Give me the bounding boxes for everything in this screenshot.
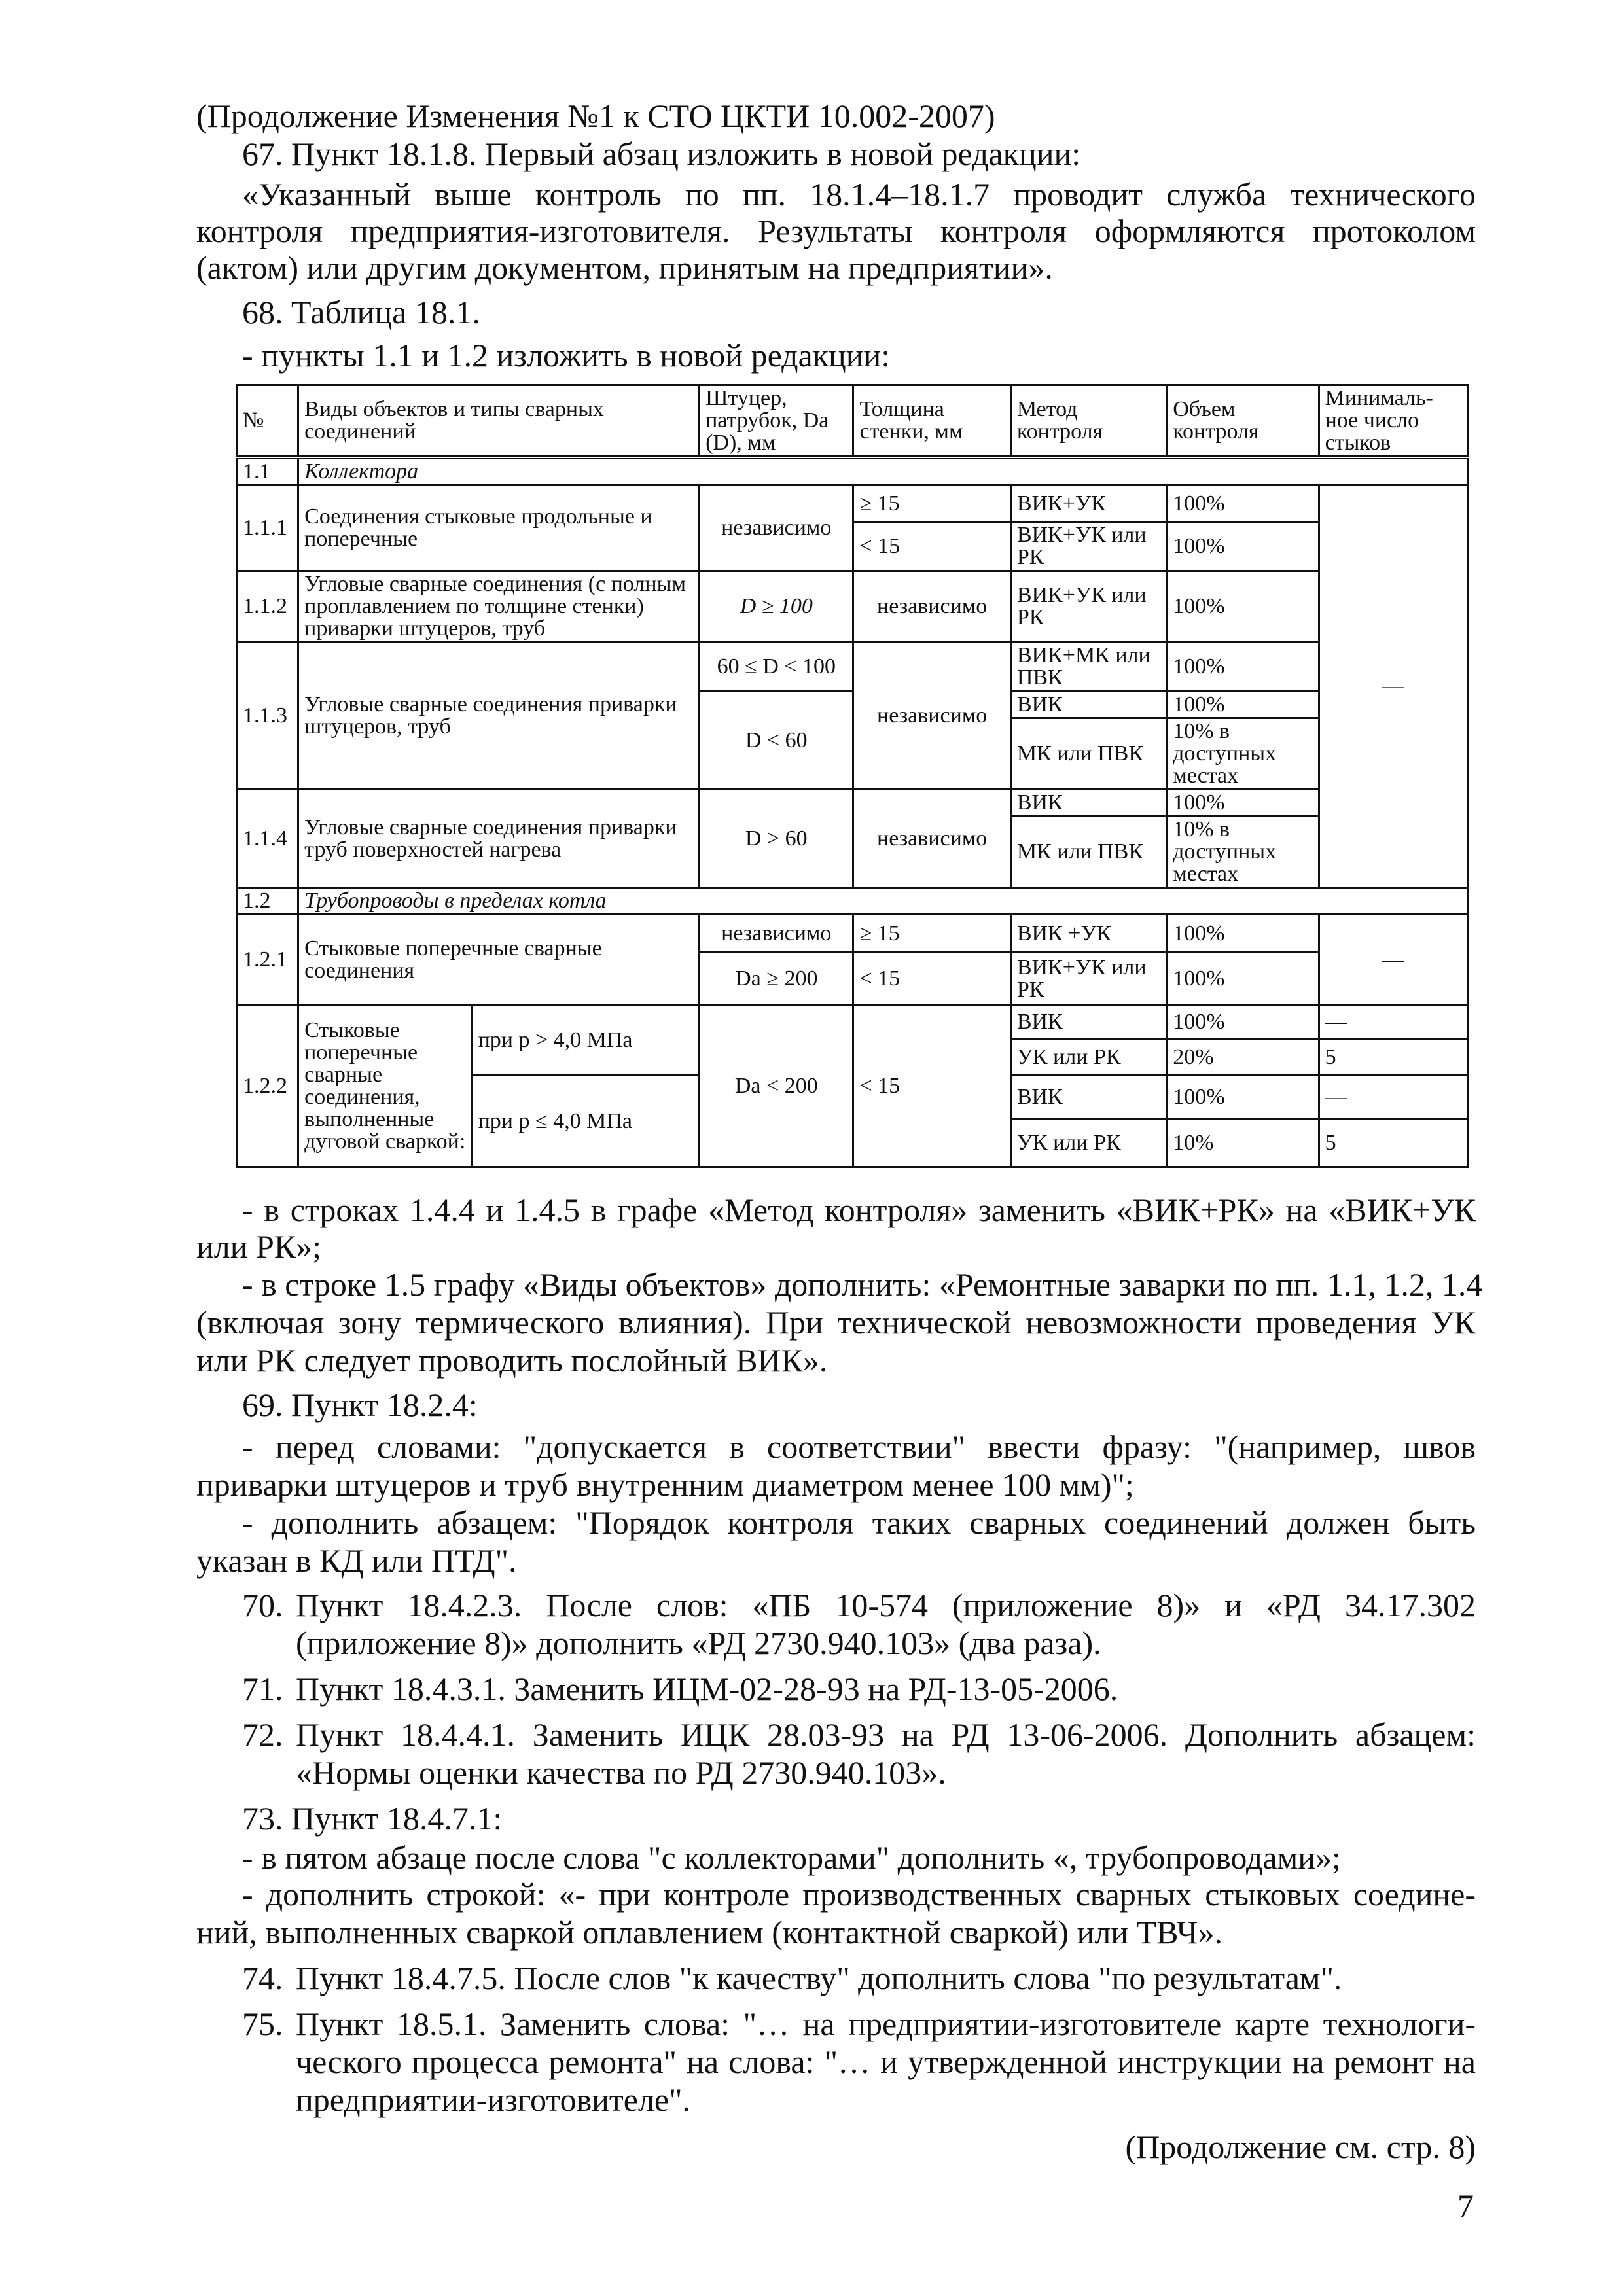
pressure-condition: при p ≤ 4,0 МПа — [472, 1076, 700, 1167]
section-label: Коллектора — [298, 457, 1468, 486]
table-row — [237, 571, 1468, 643]
thickness: ≥ 15 — [853, 486, 1010, 522]
item-73-line: - в пятом абзаце после слова "с коллекторами" дополнить «, трубопроводами»; — [242, 1839, 1341, 1876]
item-74-number: 74. — [242, 1960, 283, 1996]
section-number: 1.2 — [237, 888, 298, 915]
method: ВИК — [1010, 790, 1166, 817]
header-cell: Толщина стенки, мм — [853, 385, 1010, 458]
item-69-line: - дополнить абзацем: "Порядок контроля таких сварных соединений должен быть — [242, 1504, 1476, 1541]
item-70-line: Пункт 18.4.2.3. После слов: «ПБ 10-574 (приложение 8)» и «РД 34.17.302 — [296, 1587, 1476, 1623]
volume: 100% — [1167, 915, 1319, 953]
item-72-number: 72. — [242, 1716, 283, 1753]
thickness: независимо — [853, 643, 1010, 790]
item-73-line: ний, выполненных сваркой оплавлением (контактной сваркой) или ТВЧ». — [196, 1914, 1222, 1951]
row-number: 1.2.2 — [237, 1005, 298, 1167]
amendment-paragraph-line: - в строке 1.5 графу «Виды объектов» дополнить: «Ремонтные заварки по пп. 1.1, 1.2, 1.4 — [242, 1266, 1483, 1303]
diameter: D > 60 — [700, 790, 853, 888]
item-75-line: предприятии-изготовителе". — [296, 2081, 691, 2118]
item-74-line: Пункт 18.4.7.5. После слов "к качеству" дополнить слова "по результатам". — [296, 1960, 1342, 1996]
volume: 100% — [1167, 571, 1319, 643]
volume: 100% — [1167, 1005, 1319, 1039]
table-header-row — [237, 385, 1468, 458]
item-67-quote-line: контроля предприятия-изготовителя. Результаты контроля оформляются протоколом — [196, 213, 1476, 249]
volume: 10% — [1167, 1119, 1319, 1167]
section-number: 1.1 — [237, 457, 298, 486]
diameter: D ≥ 100 — [700, 571, 853, 643]
header-cell: Минималь-ное число стыков — [1319, 385, 1467, 458]
thickness: < 15 — [853, 522, 1010, 571]
volume: 100% — [1167, 692, 1319, 718]
item-70-number: 70. — [242, 1587, 283, 1623]
volume: 10% в доступных местах — [1167, 718, 1319, 790]
method: МК или ПВК — [1010, 718, 1166, 790]
item-67-quote-line: «Указанный выше контроль по пп. 18.1.4–18.1.7 проводит служба технического — [242, 176, 1476, 213]
header-cell: Объем контроля — [1167, 385, 1319, 458]
object-type: Стыковые поперечные сварные соединения, выполненные дуговой сваркой: — [298, 1005, 472, 1167]
method: ВИК +УК — [1010, 915, 1166, 953]
thickness: < 15 — [853, 953, 1010, 1005]
method: ВИК+УК или РК — [1010, 953, 1166, 1005]
continuation-header: (Продолжение Изменения №1 к СТО ЦКТИ 10.002-2007) — [196, 97, 995, 134]
table-row — [237, 1005, 1468, 1039]
min-joints: — — [1319, 1005, 1467, 1039]
row-number: 1.1.3 — [237, 643, 298, 790]
object-type: Соединения стыковые продольные и поперечные — [298, 486, 700, 571]
method: ВИК+УК или РК — [1010, 522, 1166, 571]
object-type: Стыковые поперечные сварные соединения — [298, 915, 700, 1005]
amendment-paragraph-line: или РК следует проводить послойный ВИК». — [196, 1342, 828, 1379]
method: ВИК+УК — [1010, 486, 1166, 522]
min-joints: — — [1319, 915, 1467, 1005]
volume: 10% в доступных местах — [1167, 817, 1319, 888]
thickness: < 15 — [853, 1005, 1010, 1167]
item-69-line: приварки штуцеров и труб внутренним диаметром менее 100 мм)"; — [196, 1466, 1134, 1503]
method: ВИК — [1010, 692, 1166, 718]
diameter: независимо — [700, 915, 853, 953]
diameter: D < 60 — [700, 692, 853, 790]
volume: 100% — [1167, 643, 1319, 692]
table-row — [237, 915, 1468, 953]
method: ВИК — [1010, 1005, 1166, 1039]
table-row — [237, 486, 1468, 522]
row-number: 1.1.4 — [237, 790, 298, 888]
row-number: 1.1.1 — [237, 486, 298, 571]
item-68-subtitle: - пункты 1.1 и 1.2 изложить в новой редакции: — [242, 337, 891, 374]
method: ВИК+МК или ПВК — [1010, 643, 1166, 692]
volume: 100% — [1167, 1076, 1319, 1119]
pressure-condition: при p > 4,0 МПа — [472, 1005, 700, 1076]
amendment-paragraph-line: или РК»; — [196, 1228, 322, 1265]
item-71-number: 71. — [242, 1670, 283, 1707]
item-70-line: (приложение 8)» дополнить «РД 2730.940.103» (два раза). — [296, 1625, 1101, 1661]
min-joints: — — [1319, 486, 1467, 888]
header-cell: Штуцер, патрубок, Da (D), мм — [700, 385, 853, 458]
item-67-title: 67. Пункт 18.1.8. Первый абзац изложить в новой редакции: — [242, 135, 1081, 172]
table-row — [237, 643, 1468, 692]
page-number: 7 — [1457, 2187, 1474, 2224]
diameter: Da < 200 — [700, 1005, 853, 1167]
table-row — [237, 790, 1468, 817]
row-number: 1.1.2 — [237, 571, 298, 643]
item-73-line: - дополнить строкой: «- при контроле производственных сварных стыковых соедине- — [242, 1876, 1476, 1913]
section-row — [237, 888, 1468, 915]
object-type: Угловые сварные соединения приварки труб поверхностей нагрева — [298, 790, 700, 888]
object-type: Угловые сварные соединения приварки штуцеров, труб — [298, 643, 700, 790]
volume: 100% — [1167, 486, 1319, 522]
item-69-line: указан в КД или ПТД". — [196, 1542, 517, 1579]
volume: 20% — [1167, 1039, 1319, 1076]
section-label: Трубопроводы в пределах котла — [298, 888, 1468, 915]
section-row — [237, 457, 1468, 486]
amendment-paragraph-line: (включая зону термического влияния). При технической невозможности проведения УК — [196, 1304, 1476, 1341]
item-72-line: Пункт 18.4.4.1. Заменить ИЦК 28.03-93 на РД 13-06-2006. Дополнить абзацем: — [296, 1716, 1476, 1753]
item-71-line: Пункт 18.4.3.1. Заменить ИЦМ-02-28-93 на РД-13-05-2006. — [296, 1670, 1118, 1707]
volume: 100% — [1167, 790, 1319, 817]
diameter: независимо — [700, 486, 853, 571]
row-number: 1.2.1 — [237, 915, 298, 1005]
diameter: Da ≥ 200 — [700, 953, 853, 1005]
item-75-line: Пункт 18.5.1. Заменить слова: "… на предприятии-изготовителе карте технологи- — [296, 2005, 1476, 2042]
item-72-line: «Нормы оценки качества по РД 2730.940.103». — [296, 1754, 946, 1791]
item-75-line: ческого процесса ремонта" на слова: "… и утвержденной инструкции на ремонт на — [296, 2043, 1476, 2080]
thickness: независимо — [853, 790, 1010, 888]
min-joints: 5 — [1319, 1119, 1467, 1167]
object-type: Угловые сварные соединения (с полным проплавлением по толщине стенки) приварки штуцеров, труб — [298, 571, 700, 643]
method: МК или ПВК — [1010, 817, 1166, 888]
item-73-title: 73. Пункт 18.4.7.1: — [242, 1800, 503, 1837]
diameter: 60 ≤ D < 100 — [700, 643, 853, 692]
method: ВИК — [1010, 1076, 1166, 1119]
amendment-paragraph-line: - в строках 1.4.4 и 1.4.5 в графе «Метод контроля» заменить «ВИК+РК» на «ВИК+УК — [242, 1192, 1476, 1228]
thickness: ≥ 15 — [853, 915, 1010, 953]
item-69-title: 69. Пункт 18.2.4: — [242, 1386, 478, 1423]
method: ВИК+УК или РК — [1010, 571, 1166, 643]
item-75-number: 75. — [242, 2005, 283, 2042]
continuation-note: (Продолжение см. стр. 8) — [1125, 2128, 1476, 2165]
header-cell: Виды объектов и типы сварных соединений — [298, 385, 700, 458]
min-joints: — — [1319, 1076, 1467, 1119]
volume: 100% — [1167, 522, 1319, 571]
volume: 100% — [1167, 953, 1319, 1005]
item-69-line: - перед словами: "допускается в соответствии" ввести фразу: "(например, швов — [242, 1428, 1476, 1465]
thickness: независимо — [853, 571, 1010, 643]
header-cell: № — [237, 385, 298, 458]
method: УК или РК — [1010, 1039, 1166, 1076]
item-67-quote-line: (актом) или другим документом, принятым на предприятии». — [196, 249, 1053, 286]
inspection-table — [236, 384, 1469, 1168]
item-68-title: 68. Таблица 18.1. — [242, 294, 480, 330]
method: УК или РК — [1010, 1119, 1166, 1167]
header-cell: Метод контроля — [1010, 385, 1166, 458]
min-joints: 5 — [1319, 1039, 1467, 1076]
